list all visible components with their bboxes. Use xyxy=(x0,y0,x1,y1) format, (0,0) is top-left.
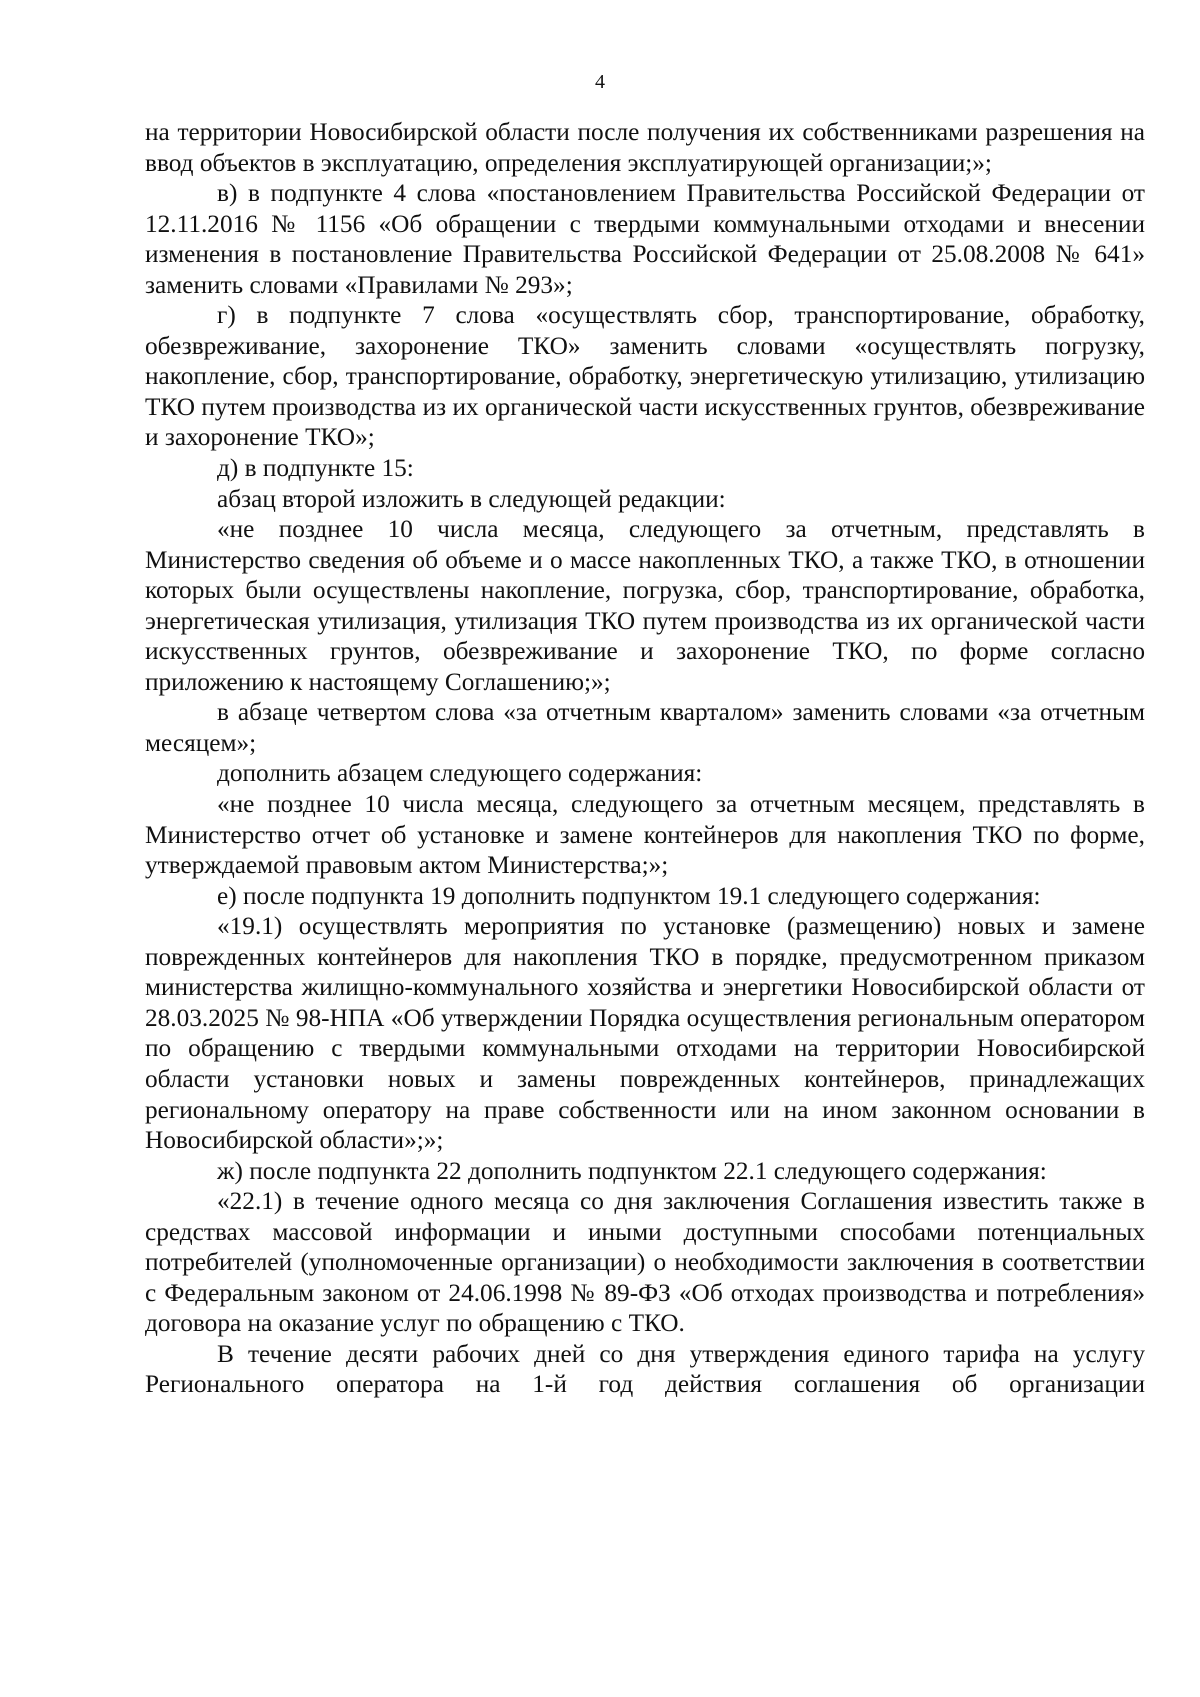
paragraph-subitem-19-1: «19.1) осуществлять мероприятия по установке (размещению) новых и замене поврежденных контейнеров для накопления ТКО в порядке, предусмотренном приказом министерства жилищно-коммунального хозяйства и энергетики Новосибирской области от 28.03.2025 № 98-НПА «Об утверждении Порядка осуществления региональным оператором по обращению с твердыми коммунальными отходами на территории Новосибирской области установки новых и замены поврежденных контейнеров, принадлежащих региональному оператору на праве собственности или на ином законном основании в Новосибирской области»;»; xyxy=(145,912,1145,1155)
paragraph-final: В течение десяти рабочих дней со дня утверждения единого тарифа на услугу Регионального оператора на 1-й год действия соглашения об организации xyxy=(145,1339,1145,1399)
paragraph-item-d: д) в подпункте 15: xyxy=(217,454,414,483)
page-number: 4 xyxy=(595,71,605,93)
paragraph-fourth-abzac: в абзаце четвертом слова «за отчетным кварталом» заменить словами «за отчетным месяцем»; xyxy=(145,698,1145,757)
paragraph-item-e: е) после подпункта 19 дополнить подпунктом 19.1 следующего содержания: xyxy=(217,881,1041,910)
paragraph-item-v: в) в подпункте 4 слова «постановлением Правительства Российской Федерации от 12.11.2016 № 1156 «Об обращении с твердыми коммунальными отходами и внесении изменения в постановление Правительства Российской Федерации от 25.08.2008 № 641» заменить словами «Правилами № 293»; xyxy=(145,179,1145,299)
paragraph-quote-reporting: «не позднее 10 числа месяца, следующего за отчетным, представлять в Министерство сведения об объеме и о массе накопленных ТКО, а также ТКО, в отношении которых были осуществлены накопление, погрузка, сбор, транспортирование, обработка, энергетическая утилизация, утилизация ТКО путем производства из их органической части искусственных грунтов, обезвреживание и захоронение ТКО, по форме согласно приложению к настоящему Соглашению;»; xyxy=(145,515,1145,696)
paragraph-subitem-22-1: «22.1) в течение одного месяца со дня заключения Соглашения известить также в средствах массовой информации и иными доступными способами потенциальных потребителей (уполномоченные организации) о необходимости заключения в соответствии с Федеральным законом от 24.06.1998 № 89-ФЗ «Об отходах производства и потребления» договора на оказание услуг по обращению с ТКО. xyxy=(145,1187,1145,1338)
paragraph-item-g: г) в подпункте 7 слова «осуществлять сбор, транспортирование, обработку, обезвреживание, захоронение ТКО» заменить словами «осуществлять погрузку, накопление, сбор, транспортирование, обработку, энергетическую утилизацию, утилизацию ТКО путем производства из их органической части искусственных грунтов, обезвреживание и захоронение ТКО»; xyxy=(145,301,1145,452)
document-body xyxy=(145,117,1145,1400)
paragraph-add-abzac: дополнить абзацем следующего содержания: xyxy=(217,759,703,788)
paragraph-item-zh: ж) после подпункта 22 дополнить подпунктом 22.1 следующего содержания: xyxy=(217,1156,1047,1185)
paragraph-quote-containers: «не позднее 10 числа месяца, следующего за отчетным месяцем, представлять в Министерство отчет об установке и замене контейнеров для накопления ТКО по форме, утверждаемой правовым актом Министерства;»; xyxy=(145,790,1145,880)
paragraph-continuation: на территории Новосибирской области после получения их собственниками разрешения на ввод объектов в эксплуатацию, определения эксплуатирующей организации;»; xyxy=(145,118,1145,177)
paragraph-second-abzac: абзац второй изложить в следующей редакции: xyxy=(217,484,726,513)
